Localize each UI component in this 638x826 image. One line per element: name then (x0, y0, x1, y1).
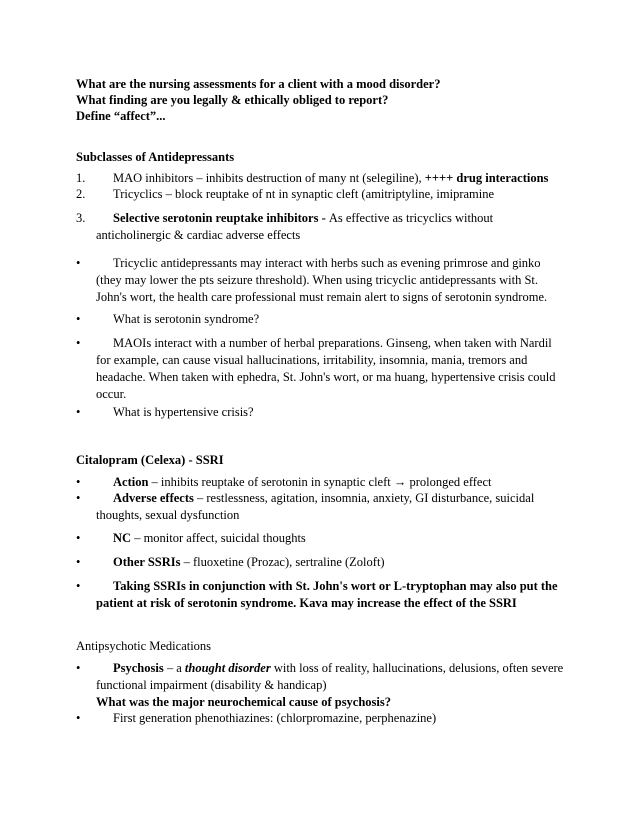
bullet-text: with loss of reality, hallucinations, delusions, often severe functional impairment (disability & handicap) (96, 661, 564, 692)
list-number: 2. (76, 187, 86, 201)
bullet-item (76, 255, 566, 306)
bullet-item (76, 335, 566, 403)
bullet-label: Adverse effects (113, 491, 194, 505)
bullet-text: – monitor affect, suicidal thoughts (131, 531, 306, 545)
list-item-text: Tricyclics – block reuptake of nt in synaptic cleft (amitriptyline, imipramine (113, 187, 495, 201)
bullet-text: – inhibits reuptake of serotonin in synaptic cleft → prolonged effect (148, 475, 492, 489)
bullet-text: What is hypertensive crisis? (113, 405, 254, 419)
list-item-text: As effective as tricyclics without anticholinergic & cardiac adverse effects (96, 211, 494, 242)
list-item-1 (76, 170, 566, 187)
bullet-text: Taking SSRIs in conjunction with St. John's wort or L-tryptophan may also put the patient at risk of serotonin syndrome. Kava may increase the effect of the SSRI (96, 579, 558, 610)
bullet-text: – restlessness, agitation, insomnia, anxiety, GI disturbance, suicidal thoughts, sexual dysfunction (96, 491, 535, 522)
bullet-icon: • (76, 256, 81, 270)
bullet-icon: • (76, 661, 81, 675)
bullet-text: – a (163, 661, 185, 675)
bullet-item (76, 311, 566, 328)
bullet-icon: • (76, 405, 81, 419)
bullet-item (76, 554, 566, 571)
list-number: 1. (76, 171, 86, 185)
bullet-text: Tricyclic antidepressants may interact with herbs such as evening primrose and ginko (they may lower the pts seizure threshold). When using tricyclic antidepressants with St. John's wort, the health care professional must remain alert to signs of serotonin syndrome. (96, 256, 548, 304)
question-block (76, 76, 566, 124)
bullet-icon: • (76, 312, 81, 326)
list-item-3 (76, 210, 566, 244)
antidepressants-heading: Subclasses of Antidepressants (76, 150, 235, 164)
bullet-item (76, 660, 566, 711)
bullet-label: Action (113, 475, 149, 489)
bullet-text: What is serotonin syndrome? (113, 312, 260, 326)
bullet-label: Other SSRIs (113, 555, 181, 569)
bullet-item (76, 578, 566, 612)
bullet-icon: • (76, 555, 81, 569)
bullet-icon: • (76, 475, 81, 489)
bullet-label: NC (113, 531, 132, 545)
bullet-icon: • (76, 491, 81, 505)
question-1: What are the nursing assessments for a client with a mood disorder? (76, 77, 441, 91)
bullet-icon: • (76, 531, 81, 545)
bullet-item (76, 490, 566, 524)
bullet-text: First generation phenothiazines: (chlorpromazine, perphenazine) (113, 711, 437, 725)
question-2: What finding are you legally & ethically obliged to report? (76, 93, 389, 107)
antipsychotic-heading: Antipsychotic Medications (76, 639, 212, 653)
psychosis-question: What was the major neurochemical cause of psychosis? (96, 695, 392, 709)
bullet-icon: • (76, 711, 81, 725)
list-item-2 (76, 186, 566, 203)
bullet-item (76, 710, 566, 727)
bullet-text: – fluoxetine (Prozac), sertraline (Zoloft) (180, 555, 385, 569)
bullet-item (76, 404, 566, 421)
bullet-icon: • (76, 579, 81, 593)
list-number: 3. (76, 211, 86, 225)
bullet-text: MAOIs interact with a number of herbal preparations. Ginseng, when taken with Nardil for example, can cause visual hallucinations, irritability, insomnia, mania, tremors and headache. When taken with ephedra, St. John's wort, or ma huang, hypertensive crisis could occur. (96, 336, 556, 401)
list-item-bold: ++++ drug interactions (424, 171, 549, 185)
bullet-label: Psychosis (113, 661, 164, 675)
citalopram-heading: Citalopram (Celexa) - SSRI (76, 453, 224, 467)
question-3: Define “affect”... (76, 109, 166, 123)
bullet-item (76, 530, 566, 547)
bullet-emphasis: thought disorder (184, 661, 271, 675)
list-item-bold: Selective serotonin reuptake inhibitors - (113, 211, 329, 225)
bullet-item (76, 474, 566, 491)
bullet-icon: • (76, 336, 81, 350)
list-item-text: MAO inhibitors – inhibits destruction of many nt (selegiline), (113, 171, 425, 185)
